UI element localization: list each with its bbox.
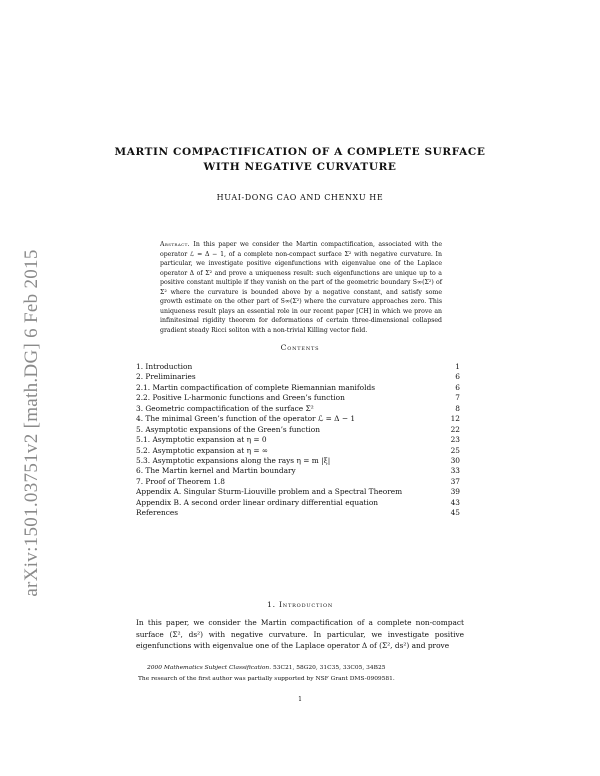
contents-heading: Contents [280, 343, 320, 352]
toc-label: 5.2. Asymptotic expansion at η = ∞ [136, 445, 269, 455]
msc-label: 2000 Mathematics Subject Classification. [147, 665, 272, 671]
toc-page: 1 [455, 362, 460, 371]
toc-label: 6. The Martin kernel and Martin boundary [136, 466, 296, 476]
authors: HUAI-DONG CAO AND CHENXU HE [216, 193, 384, 202]
toc-page: 43 [450, 497, 460, 507]
paper-title-line-1: MARTIN COMPACTIFICATION OF A COMPLETE SURFACE [114, 146, 486, 158]
toc-page: 6 [455, 372, 460, 382]
toc-label: Appendix A. Singular Sturm-Liouville problem and a Spectral Theorem [136, 487, 403, 497]
toc-page: 39 [450, 487, 460, 497]
toc-label: 7. Proof of Theorem 1.8 [136, 476, 225, 486]
grant-footnote: The research of the first author was partially supported by NSF Grant DMS-0909581. [138, 676, 395, 682]
toc-page: 8 [455, 403, 460, 413]
toc-label: 4. The minimal Green’s function of the operator ℒ = Δ − 1 [136, 414, 356, 424]
toc-entry[interactable] [136, 435, 460, 445]
toc-entry[interactable] [136, 508, 460, 518]
toc-page: 23 [450, 435, 460, 445]
table-of-contents [136, 362, 460, 519]
toc-entry[interactable] [136, 487, 460, 497]
toc-label: References [136, 508, 179, 518]
arxiv-identifier-stamp: arXiv:1501.03751v2 [math.DG] 6 Feb 2015 [21, 249, 42, 597]
toc-entry[interactable] [136, 372, 460, 382]
toc-page: 30 [450, 455, 460, 465]
toc-entry[interactable] [136, 498, 460, 508]
toc-label: 3. Geometric compactification of the surface Σ² [136, 403, 314, 413]
toc-entry[interactable] [136, 446, 460, 456]
msc-codes: 53C21, 58G20, 31C35, 33C05, 34B25 [272, 665, 386, 671]
toc-entry[interactable] [136, 414, 460, 424]
toc-label: 5.3. Asymptotic expansions along the rays η = m |ξ| [136, 455, 331, 465]
abstract [160, 240, 442, 335]
toc-entry[interactable] [136, 466, 460, 476]
toc-page: 6 [455, 382, 460, 392]
toc-entry[interactable] [136, 404, 460, 414]
toc-label: Appendix B. A second order linear ordinary differential equation [136, 497, 379, 507]
toc-entry[interactable] [136, 425, 460, 435]
toc-label: 5.1. Asymptotic expansion at η = 0 [136, 435, 267, 445]
toc-entry[interactable] [136, 456, 460, 466]
toc-page: 7 [455, 393, 460, 403]
toc-page: 22 [450, 424, 460, 434]
toc-label: 1. Introduction [136, 362, 193, 371]
toc-page: 45 [450, 508, 460, 518]
toc-label: 2.1. Martin compactification of complete Riemannian manifolds [136, 382, 375, 392]
msc-footnote [147, 665, 467, 671]
toc-page: 37 [450, 476, 460, 486]
paper-title-line-2: WITH NEGATIVE CURVATURE [203, 161, 397, 173]
toc-entry[interactable] [136, 477, 460, 487]
toc-label: 2.2. Positive L-harmonic functions and Green’s function [136, 393, 345, 403]
abstract-text: In this paper we consider the Martin compactification, associated with the operator ℒ = Δ − 1, of a complete non-compact surface Σ² with negative curvature. In particular, we investigate positive eigenfunctions with eigenvalue one of the Laplace operator Δ of Σ² and prove a uniqueness result: such eigenfunctions are unique up to a positive constant multiple if they vanish on the part of the geometric boundary S∞(Σ²) of Σ² where the curvature is bounded above by a negative constant, and satisfy some growth estimate on the other part of S∞(Σ²) where the curvature approaches zero. This uniqueness result plays an essential role in our recent paper [CH] in which we prove an infinitesimal rigidity theorem for deformations of certain three-dimensional collapsed gradient steady Ricci soliton with a non-trivial Killing vector field. [160, 241, 443, 334]
introduction-heading: 1. Introduction [266, 600, 334, 609]
toc-label: 5. Asymptotic expansions of the Green’s function [136, 424, 320, 434]
introduction-text: In this paper, we consider the Martin compactification of a complete non-compact surface (Σ², ds²) with negative curvature. In particular, we investigate positive eigenfunctions with eigenvalue one of the Laplace operator Δ of (Σ², ds²) and prove [136, 618, 464, 650]
toc-label: 2. Preliminaries [136, 372, 196, 382]
abstract-heading: Abstract. [160, 241, 191, 248]
toc-entry[interactable] [136, 383, 460, 393]
toc-entry[interactable] [136, 393, 460, 403]
toc-page: 33 [450, 466, 460, 476]
toc-entry[interactable] [136, 362, 460, 372]
page-number: 1 [298, 696, 302, 703]
toc-page: 25 [450, 445, 460, 455]
toc-page: 12 [450, 414, 460, 424]
